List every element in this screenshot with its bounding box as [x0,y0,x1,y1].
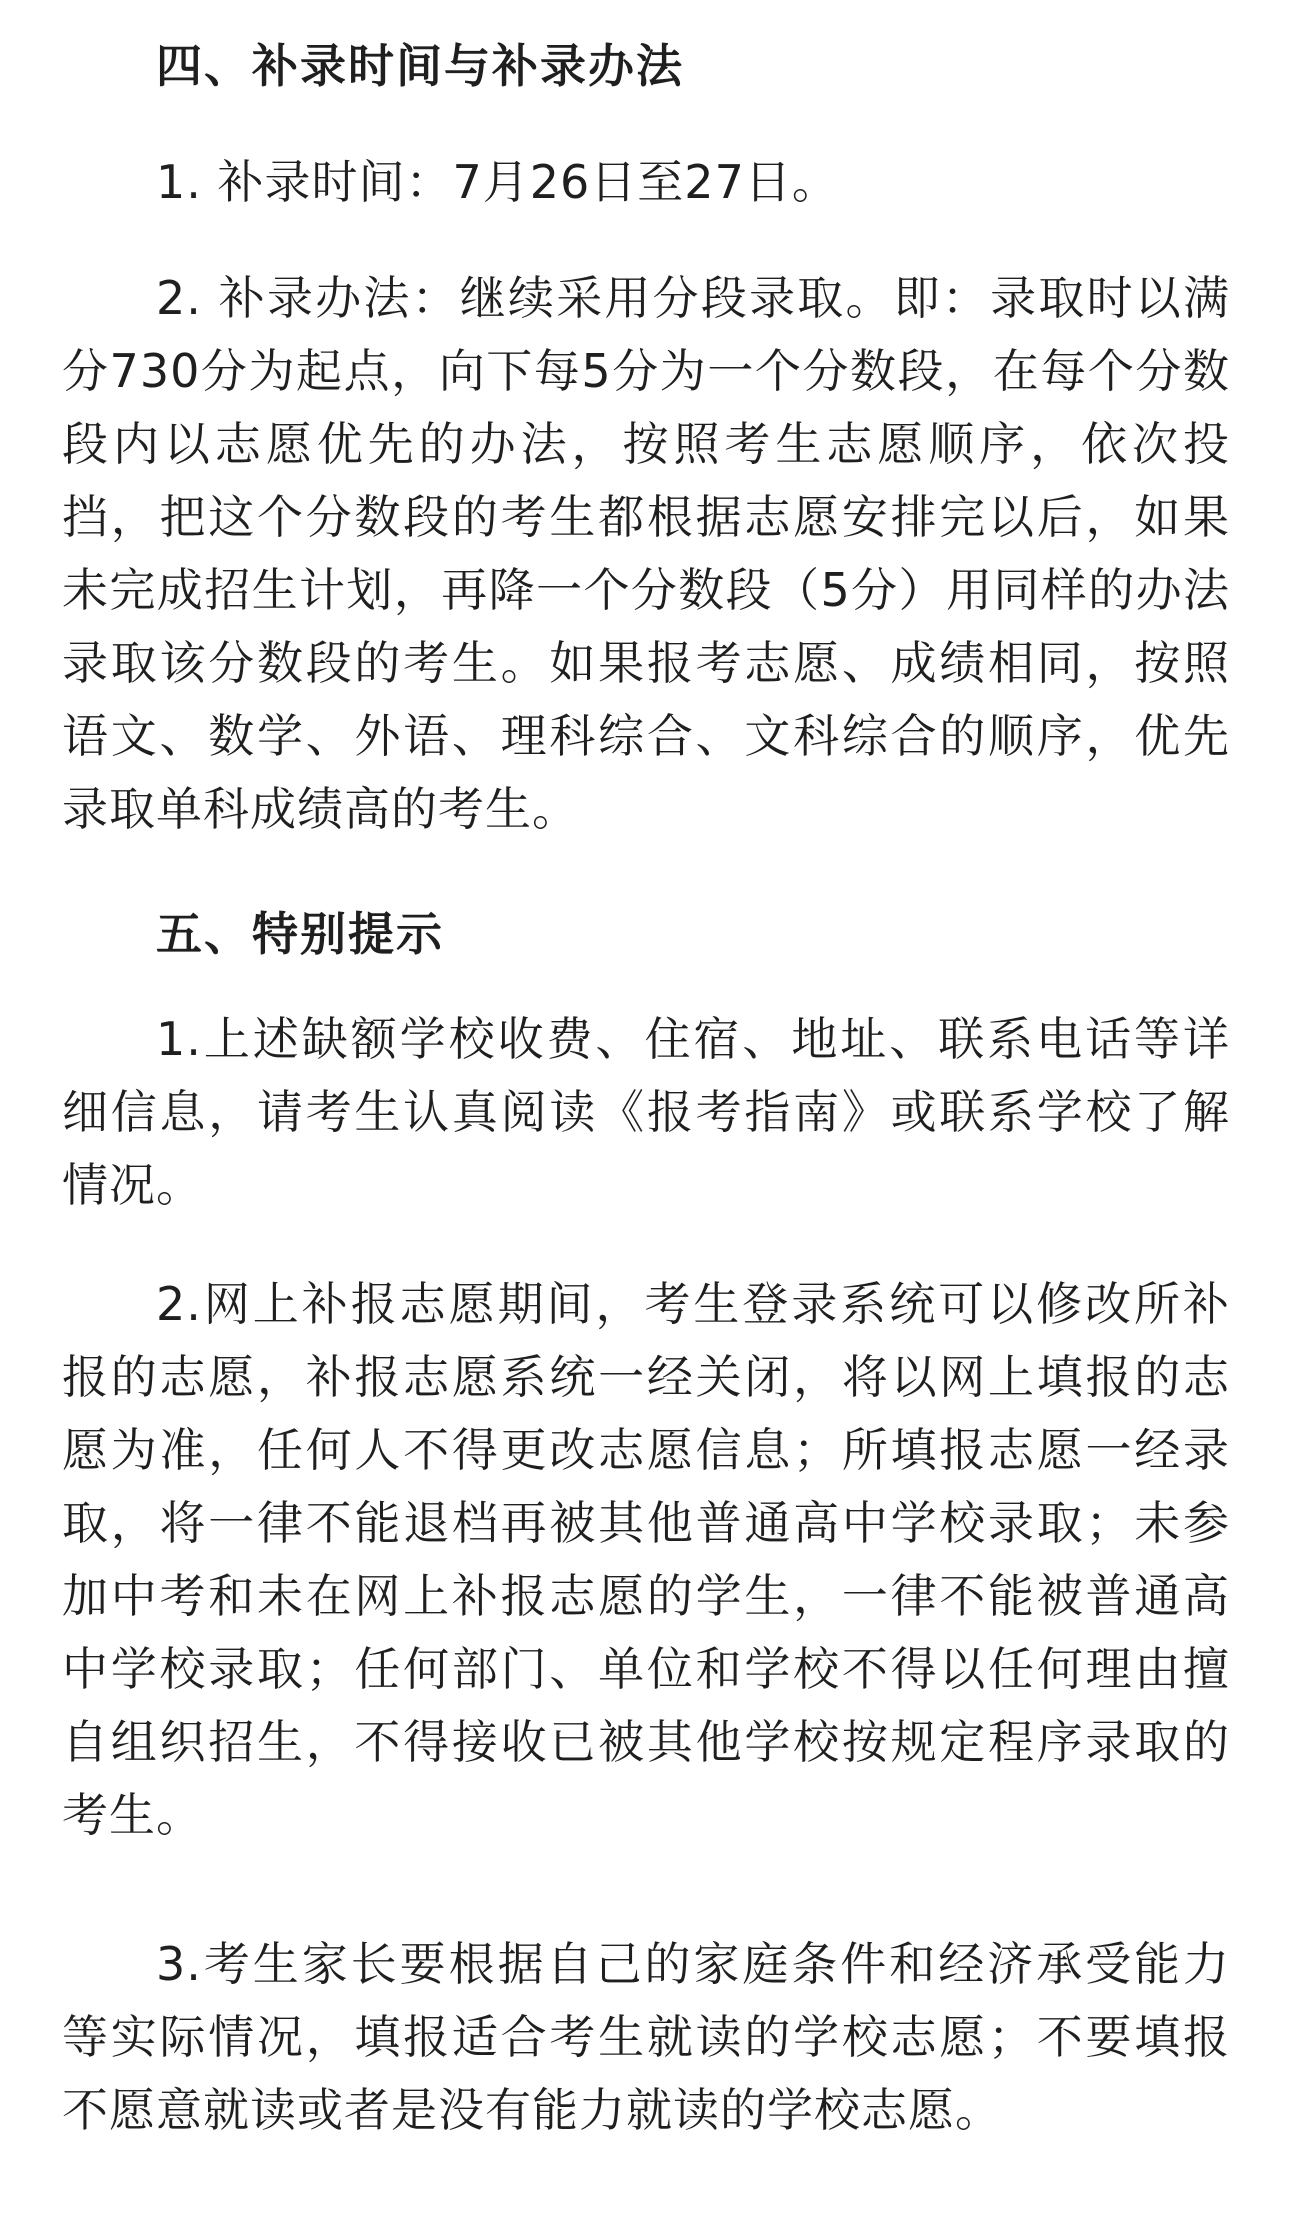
section-5-heading: 五、特别提示 [156,907,444,961]
section-4-item-1: 1. 补录时间：7月26日至27日。 [156,155,839,209]
section-5-item-1: 1.上述缺额学校收费、住宿、地址、联系电话等详细信息，请考生认真阅读《报考指南》或联系学校了解情况。 [62,1012,1230,1212]
section-5-item-2: 2.网上补报志愿期间，考生登录系统可以修改所补报的志愿，补报志愿系统一经关闭，将以网上填报的志愿为准，任何人不得更改志愿信息；所填报志愿一经录取，将一律不能退档再被其他普通高中学校录取；未参加中考和未在网上补报志愿的学生，一律不能被普通高中学校录取；任何部门、单位和学校不得以任何理由擅自组织招生，不得接收已被其他学校按规定程序录取的考生。 [62,1277,1230,1842]
section-4-item-2: 2. 补录办法：继续采用分段录取。即：录取时以满分730分为起点，向下每5分为一个分数段，在每个分数段内以志愿优先的办法，按照考生志愿顺序，依次投挡，把这个分数段的考生都根据志愿安排完以后，如果未完成招生计划，再降一个分数段（5分）用同样的办法录取该分数段的考生。如果报考志愿、成绩相同，按照语文、数学、外语、理科综合、文科综合的顺序，优先录取单科成绩高的考生。 [62,271,1230,836]
section-4-heading: 四、补录时间与补录办法 [156,39,684,93]
section-5-item-3: 3.考生家长要根据自己的家庭条件和经济承受能力等实际情况，填报适合考生就读的学校志愿；不要填报不愿意就读或者是没有能力就读的学校志愿。 [62,1937,1230,2137]
